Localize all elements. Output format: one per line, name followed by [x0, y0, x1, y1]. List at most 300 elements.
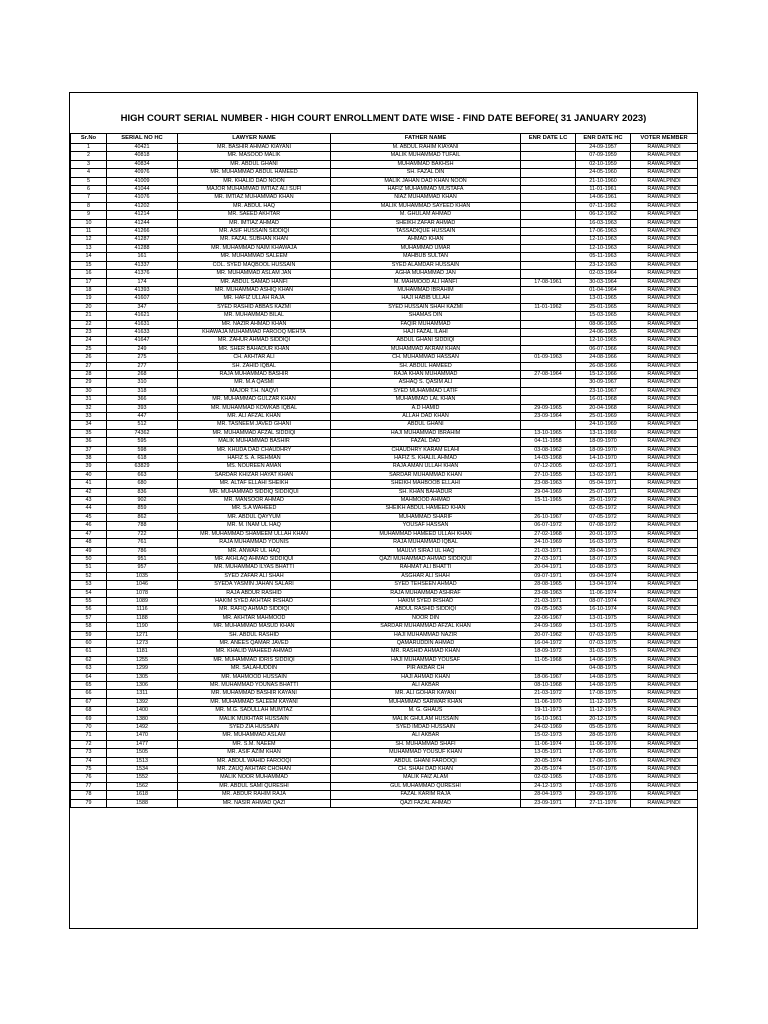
enr-date-hc-cell: 28-05-1976 — [576, 732, 631, 740]
enr-date-hc-cell: 25-01-1969 — [576, 413, 631, 421]
enr-date-lc-cell — [521, 295, 576, 303]
enrollment-table — [70, 133, 698, 808]
father-name-cell: SYED MUHAMMAD LATIF — [331, 387, 521, 395]
table-row — [71, 740, 698, 748]
table-row — [71, 715, 698, 723]
serial-no-hc-cell: 1305 — [107, 673, 178, 681]
enr-date-hc-cell: 18-09-1970 — [576, 446, 631, 454]
sr-no-cell: 55 — [71, 597, 107, 605]
table-row — [71, 455, 698, 463]
enr-date-hc-cell: 13-01-1965 — [576, 295, 631, 303]
lawyer-name-cell: MR. M.G. SADULLAH MUMTAZ — [178, 707, 331, 715]
voter-member-cell: RAWALPINDI — [631, 244, 698, 252]
enr-date-hc-cell: 05-04-1971 — [576, 480, 631, 488]
enr-date-hc-cell: 24-10-1969 — [576, 421, 631, 429]
table-row — [71, 639, 698, 647]
voter-member-cell: RAWALPINDI — [631, 505, 698, 513]
father-name-cell: M. G. GHAUS — [331, 707, 521, 715]
enr-date-hc-cell: 28-04-1973 — [576, 547, 631, 555]
father-name-cell: SARDAR MUHAMMAD KHAN — [331, 471, 521, 479]
voter-member-cell: RAWALPINDI — [631, 564, 698, 572]
table-row — [71, 328, 698, 336]
serial-no-hc-cell: 41214 — [107, 211, 178, 219]
sr-no-cell: 23 — [71, 328, 107, 336]
sr-no-cell: 41 — [71, 480, 107, 488]
enr-date-lc-cell: 06-07-1972 — [521, 522, 576, 530]
voter-member-cell: RAWALPINDI — [631, 480, 698, 488]
sr-no-cell: 61 — [71, 648, 107, 656]
enr-date-hc-cell: 23-12-1963 — [576, 261, 631, 269]
sr-no-cell: 35 — [71, 429, 107, 437]
voter-member-cell: RAWALPINDI — [631, 328, 698, 336]
enr-date-hc-cell: 24-05-1960 — [576, 169, 631, 177]
father-name-cell: HAJI AHMAD KHAN — [331, 673, 521, 681]
serial-no-hc-cell: 41633 — [107, 328, 178, 336]
father-name-cell: MALIK MUHAMMAD SAYEED KHAN — [331, 202, 521, 210]
voter-member-cell: RAWALPINDI — [631, 774, 698, 782]
serial-no-hc-cell: 618 — [107, 455, 178, 463]
voter-member-cell: RAWALPINDI — [631, 387, 698, 395]
enr-date-lc-cell: 29-04-1969 — [521, 488, 576, 496]
table-row — [71, 724, 698, 732]
enr-date-lc-cell — [521, 177, 576, 185]
table-row — [71, 648, 698, 656]
voter-member-cell: RAWALPINDI — [631, 160, 698, 168]
lawyer-name-cell: MR. MUHAMMAD SIDDIQ SIDDIQUI — [178, 488, 331, 496]
enr-date-hc-cell: 12-10-1963 — [576, 244, 631, 252]
column-header-father-name: FATHER NAME — [331, 134, 521, 144]
enr-date-lc-cell: 27-08-1964 — [521, 370, 576, 378]
sr-no-cell: 6 — [71, 186, 107, 194]
enr-date-lc-cell: 18-09-1972 — [521, 648, 576, 656]
father-name-cell: AHMAD KHAN — [331, 236, 521, 244]
voter-member-cell: RAWALPINDI — [631, 303, 698, 311]
father-name-cell: MR. ALI GOHAR KAYANI — [331, 690, 521, 698]
serial-no-hc-cell: 310 — [107, 379, 178, 387]
sr-no-cell: 52 — [71, 572, 107, 580]
lawyer-name-cell: SYED ZAFAR ALI SHAH — [178, 572, 331, 580]
enr-date-hc-cell: 14-10-1970 — [576, 455, 631, 463]
voter-member-cell: RAWALPINDI — [631, 698, 698, 706]
enr-date-hc-cell: 11-06-1974 — [576, 589, 631, 597]
table-row — [71, 782, 698, 790]
table-row — [71, 665, 698, 673]
voter-member-cell: RAWALPINDI — [631, 429, 698, 437]
serial-no-hc-cell: 41337 — [107, 261, 178, 269]
table-row — [71, 169, 698, 177]
serial-no-hc-cell: 1380 — [107, 715, 178, 723]
father-name-cell: SH. ABDUL HAMEED — [331, 362, 521, 370]
lawyer-name-cell: MR. FAZAL SUBHAN KHAN — [178, 236, 331, 244]
serial-no-hc-cell: 1299 — [107, 665, 178, 673]
table-row — [71, 345, 698, 353]
table-row — [71, 295, 698, 303]
lawyer-name-cell: MR. S.M. NAEEM — [178, 740, 331, 748]
enr-date-lc-cell: 20-05-1974 — [521, 757, 576, 765]
table-row — [71, 270, 698, 278]
enr-date-lc-cell — [521, 312, 576, 320]
enr-date-hc-cell: 08-07-1974 — [576, 597, 631, 605]
serial-no-hc-cell: 41287 — [107, 236, 178, 244]
serial-no-hc-cell: 41376 — [107, 270, 178, 278]
column-header-lawyer-name: LAWYER NAME — [178, 134, 331, 144]
serial-no-hc-cell: 1046 — [107, 581, 178, 589]
table-row — [71, 261, 698, 269]
page-title: HIGH COURT SERIAL NUMBER - HIGH COURT ENROLLMENT DATE WISE - FIND DATE BEFORE( 31 JANUARY 2023) — [120, 113, 647, 124]
table-row — [71, 236, 698, 244]
serial-no-hc-cell: 1470 — [107, 732, 178, 740]
enr-date-lc-cell — [521, 379, 576, 387]
lawyer-name-cell: MR. IMTIAZ MUHAMMAD KHAN — [178, 194, 331, 202]
lawyer-name-cell: SYED ZIA HUSSAIN — [178, 724, 331, 732]
enr-date-lc-cell — [521, 421, 576, 429]
father-name-cell: MAHBUB SULTAN — [331, 253, 521, 261]
sr-no-cell: 58 — [71, 623, 107, 631]
enr-date-hc-cell: 24-08-1966 — [576, 354, 631, 362]
enr-date-lc-cell: 29-09-1965 — [521, 404, 576, 412]
serial-no-hc-cell: 1190 — [107, 623, 178, 631]
enr-date-hc-cell: 29-09-1976 — [576, 791, 631, 799]
lawyer-name-cell: MR. MUHAMMAD GULZAR KHAN — [178, 396, 331, 404]
enr-date-lc-cell: 23-08-1963 — [521, 480, 576, 488]
table-row — [71, 211, 698, 219]
sr-no-cell: 64 — [71, 673, 107, 681]
serial-no-hc-cell: 862 — [107, 513, 178, 521]
enr-date-lc-cell — [521, 219, 576, 227]
column-header-enr-date-lc: ENR DATE LC — [521, 134, 576, 144]
father-name-cell: ABDUL RASHID SIDDIQI — [331, 606, 521, 614]
serial-no-hc-cell: 1035 — [107, 572, 178, 580]
serial-no-hc-cell: 836 — [107, 488, 178, 496]
serial-no-hc-cell: 41044 — [107, 186, 178, 194]
enr-date-lc-cell: 24-09-1969 — [521, 623, 576, 631]
sr-no-cell: 8 — [71, 202, 107, 210]
sr-no-cell: 63 — [71, 665, 107, 673]
serial-no-hc-cell: 512 — [107, 421, 178, 429]
lawyer-name-cell: MR. MASOOD MALIK — [178, 152, 331, 160]
father-name-cell: M. ABDUL RAHIM KIAYANI — [331, 144, 521, 152]
voter-member-cell: RAWALPINDI — [631, 707, 698, 715]
enr-date-hc-cell: 08-06-1965 — [576, 320, 631, 328]
father-name-cell: SARDAR MUHAMMAD AFZAL KHAN — [331, 623, 521, 631]
father-name-cell: MAHMOOD AHMAD — [331, 497, 521, 505]
sr-no-cell: 66 — [71, 690, 107, 698]
voter-member-cell: RAWALPINDI — [631, 791, 698, 799]
sr-no-cell: 25 — [71, 345, 107, 353]
enr-date-hc-cell: 25-07-1971 — [576, 488, 631, 496]
serial-no-hc-cell: 275 — [107, 354, 178, 362]
table-row — [71, 774, 698, 782]
sr-no-cell: 74 — [71, 757, 107, 765]
father-name-cell: MR. RASHID AHMAD KHAN — [331, 648, 521, 656]
father-name-cell: M. MAHMOOD ALI HANFI — [331, 278, 521, 286]
father-name-cell: MALIK JAHAN DAD KHAN NOON — [331, 177, 521, 185]
enr-date-hc-cell: 20-12-1975 — [576, 715, 631, 723]
serial-no-hc-cell: 1089 — [107, 597, 178, 605]
voter-member-cell: RAWALPINDI — [631, 379, 698, 387]
table-row — [71, 362, 698, 370]
serial-no-hc-cell: 951 — [107, 555, 178, 563]
sr-no-cell: 75 — [71, 766, 107, 774]
enr-date-hc-cell: 15-12-1966 — [576, 370, 631, 378]
voter-member-cell: RAWALPINDI — [631, 597, 698, 605]
sr-no-cell: 33 — [71, 413, 107, 421]
enr-date-lc-cell — [521, 261, 576, 269]
serial-no-hc-cell: 1505 — [107, 749, 178, 757]
table-row — [71, 682, 698, 690]
voter-member-cell: RAWALPINDI — [631, 547, 698, 555]
table-row — [71, 354, 698, 362]
enr-date-lc-cell: 18-06-1967 — [521, 673, 576, 681]
father-name-cell: SYED TEHSEEN AHMAD — [331, 581, 521, 589]
sr-no-cell: 56 — [71, 606, 107, 614]
father-name-cell: MAULVI SIRAJ UL HAQ — [331, 547, 521, 555]
enr-date-lc-cell: 15-02-1973 — [521, 732, 576, 740]
serial-no-hc-cell: 1306 — [107, 682, 178, 690]
table-row — [71, 228, 698, 236]
table-row — [71, 253, 698, 261]
lawyer-name-cell: MR. S.A WAHEED — [178, 505, 331, 513]
enr-date-hc-cell: 15-07-1976 — [576, 766, 631, 774]
enr-date-lc-cell: 23-09-1971 — [521, 799, 576, 807]
voter-member-cell: RAWALPINDI — [631, 530, 698, 538]
table-row — [71, 202, 698, 210]
enr-date-hc-cell: 06-12-1962 — [576, 211, 631, 219]
document-frame — [69, 92, 698, 929]
enr-date-lc-cell: 09-07-1971 — [521, 572, 576, 580]
sr-no-cell: 46 — [71, 522, 107, 530]
lawyer-name-cell: COL. SYED MAQBOOL HUSSAIN — [178, 261, 331, 269]
enr-date-hc-cell: 13-01-1975 — [576, 614, 631, 622]
lawyer-name-cell: MR. MAHMOOD HUSSAIN — [178, 673, 331, 681]
enr-date-lc-cell — [521, 244, 576, 252]
father-name-cell: QAMARUDDIN AHMAD — [331, 639, 521, 647]
enr-date-lc-cell: 13-10-1965 — [521, 429, 576, 437]
father-name-cell: SYED IMDAD HUSSAIN — [331, 724, 521, 732]
serial-no-hc-cell: 63829 — [107, 463, 178, 471]
enr-date-hc-cell: 18-07-1973 — [576, 555, 631, 563]
table-row — [71, 370, 698, 378]
sr-no-cell: 17 — [71, 278, 107, 286]
enr-date-lc-cell: 07-12-2005 — [521, 463, 576, 471]
lawyer-name-cell: MR. MUHAMMAD MASUD KHAN — [178, 623, 331, 631]
sr-no-cell: 47 — [71, 530, 107, 538]
enr-date-hc-cell: 16-10-1974 — [576, 606, 631, 614]
father-name-cell: MUHAMMAD HAMEED ULLAH KHAN — [331, 530, 521, 538]
sr-no-cell: 26 — [71, 354, 107, 362]
voter-member-cell: RAWALPINDI — [631, 782, 698, 790]
serial-no-hc-cell: 41393 — [107, 286, 178, 294]
table-row — [71, 429, 698, 437]
voter-member-cell: RAWALPINDI — [631, 497, 698, 505]
serial-no-hc-cell: 41647 — [107, 337, 178, 345]
enr-date-hc-cell: 25-01-1972 — [576, 497, 631, 505]
serial-no-hc-cell: 1255 — [107, 656, 178, 664]
father-name-cell: QAZI FAZAL AHMAD — [331, 799, 521, 807]
table-row — [71, 539, 698, 547]
enr-date-hc-cell: 12-10-1965 — [576, 337, 631, 345]
serial-no-hc-cell: 161 — [107, 253, 178, 261]
enr-date-hc-cell: 13-02-1971 — [576, 471, 631, 479]
lawyer-name-cell: MR. MUHAMMAD BILAL — [178, 312, 331, 320]
lawyer-name-cell: MR. ABDUL WAHID FAROOQI — [178, 757, 331, 765]
enr-date-lc-cell: 28-04-1973 — [521, 791, 576, 799]
lawyer-name-cell: RAJA MUHAMMAD BASHIR — [178, 370, 331, 378]
enr-date-hc-cell: 07-03-1975 — [576, 631, 631, 639]
serial-no-hc-cell: 41288 — [107, 244, 178, 252]
table-row — [71, 421, 698, 429]
table-row — [71, 530, 698, 538]
voter-member-cell: RAWALPINDI — [631, 539, 698, 547]
table-row — [71, 505, 698, 513]
voter-member-cell: RAWALPINDI — [631, 463, 698, 471]
lawyer-name-cell: MR. SAEED AKHTAR — [178, 211, 331, 219]
table-row — [71, 766, 698, 774]
enr-date-hc-cell: 09-04-1974 — [576, 572, 631, 580]
lawyer-name-cell: HAFIZ S. A. REHMAN — [178, 455, 331, 463]
enr-date-hc-cell: 11-01-1961 — [576, 186, 631, 194]
serial-no-hc-cell: 1078 — [107, 589, 178, 597]
father-name-cell: MUHAMMAD AKRAM KHAN — [331, 345, 521, 353]
enr-date-hc-cell: 02-03-1964 — [576, 270, 631, 278]
voter-member-cell: RAWALPINDI — [631, 766, 698, 774]
serial-no-hc-cell: 1392 — [107, 698, 178, 706]
father-name-cell: PIR AKBAR CH — [331, 665, 521, 673]
serial-no-hc-cell: 1188 — [107, 614, 178, 622]
serial-no-hc-cell: 249 — [107, 345, 178, 353]
father-name-cell: ABDUL GHANI SIDDIQI — [331, 337, 521, 345]
sr-no-cell: 37 — [71, 446, 107, 454]
sr-no-cell: 22 — [71, 320, 107, 328]
lawyer-name-cell: MR. MUHAMMAD YOUNAS BHATTI — [178, 682, 331, 690]
sr-no-cell: 51 — [71, 564, 107, 572]
sr-no-cell: 79 — [71, 799, 107, 807]
serial-no-hc-cell: 41607 — [107, 295, 178, 303]
lawyer-name-cell: SARDAR KHIZAR HAYAT KHAN — [178, 471, 331, 479]
lawyer-name-cell: SYED RASHID ABBAS KAZMI — [178, 303, 331, 311]
table-row — [71, 286, 698, 294]
enr-date-lc-cell — [521, 396, 576, 404]
voter-member-cell: RAWALPINDI — [631, 614, 698, 622]
voter-member-cell: RAWALPINDI — [631, 673, 698, 681]
serial-no-hc-cell: 1552 — [107, 774, 178, 782]
enr-date-hc-cell: 21-10-1960 — [576, 177, 631, 185]
voter-member-cell: RAWALPINDI — [631, 370, 698, 378]
sr-no-cell: 30 — [71, 387, 107, 395]
enr-date-hc-cell: 13-11-1969 — [576, 429, 631, 437]
sr-no-cell: 13 — [71, 244, 107, 252]
serial-no-hc-cell: 1492 — [107, 724, 178, 732]
table-row — [71, 463, 698, 471]
table-row — [71, 656, 698, 664]
father-name-cell: YOUSAF HASSAN — [331, 522, 521, 530]
father-name-cell: CH. MUHAMMAD HASSAN — [331, 354, 521, 362]
sr-no-cell: 45 — [71, 513, 107, 521]
father-name-cell: RAJA KHAN MUHAMMAD — [331, 370, 521, 378]
lawyer-name-cell: MR. NAZIR AHMAD KHAN — [178, 320, 331, 328]
serial-no-hc-cell: 174 — [107, 278, 178, 286]
voter-member-cell: RAWALPINDI — [631, 740, 698, 748]
serial-no-hc-cell: 1618 — [107, 791, 178, 799]
enr-date-hc-cell: 13-04-1974 — [576, 581, 631, 589]
serial-no-hc-cell: 1477 — [107, 740, 178, 748]
table-row — [71, 631, 698, 639]
table-row — [71, 413, 698, 421]
lawyer-name-cell: MR. SALAHUDDIN — [178, 665, 331, 673]
father-name-cell: SHEIKH ZAFAR AHMAD — [331, 219, 521, 227]
table-row — [71, 757, 698, 765]
lawyer-name-cell: MR. MUHAMMAD NAIM KHAWAJA — [178, 244, 331, 252]
lawyer-name-cell: MR. RAFIQ AHMAD SIDDIQI — [178, 606, 331, 614]
table-row — [71, 614, 698, 622]
enr-date-hc-cell: 12-10-1963 — [576, 236, 631, 244]
lawyer-name-cell: MR. ASIF HUSSAIN SIDDIQI — [178, 228, 331, 236]
table-row — [71, 732, 698, 740]
enr-date-lc-cell: 26-10-1967 — [521, 513, 576, 521]
serial-no-hc-cell: 41631 — [107, 320, 178, 328]
lawyer-name-cell: MR. ABDUR RAHIM RAJA — [178, 791, 331, 799]
enr-date-lc-cell — [521, 236, 576, 244]
enr-date-lc-cell — [521, 362, 576, 370]
enr-date-hc-cell: 24-09-1957 — [576, 144, 631, 152]
enr-date-hc-cell: 15-03-1965 — [576, 312, 631, 320]
serial-no-hc-cell: 1562 — [107, 782, 178, 790]
lawyer-name-cell: HAKIM SYED AKHTAR IRSHAD — [178, 597, 331, 605]
father-name-cell: HAFIZ MUHAMMAD MUSTAFA — [331, 186, 521, 194]
voter-member-cell: RAWALPINDI — [631, 455, 698, 463]
sr-no-cell: 7 — [71, 194, 107, 202]
serial-no-hc-cell: 595 — [107, 438, 178, 446]
lawyer-name-cell: MR. KHUDA DAD CHAUDHRY — [178, 446, 331, 454]
father-name-cell: RAJA MUHAMMAD ASHRAF — [331, 589, 521, 597]
voter-member-cell: RAWALPINDI — [631, 186, 698, 194]
enr-date-hc-cell: 07-08-1972 — [576, 522, 631, 530]
lawyer-name-cell: MR. AKHTAR MAHMOOD — [178, 614, 331, 622]
enr-date-lc-cell: 08-10-1968 — [521, 682, 576, 690]
voter-member-cell: RAWALPINDI — [631, 665, 698, 673]
voter-member-cell: RAWALPINDI — [631, 639, 698, 647]
lawyer-name-cell: MR. ABDUL QAYYUM — [178, 513, 331, 521]
enr-date-lc-cell: 03-08-1962 — [521, 446, 576, 454]
serial-no-hc-cell: 41076 — [107, 194, 178, 202]
sr-no-cell: 31 — [71, 396, 107, 404]
enr-date-hc-cell: 30-03-1964 — [576, 278, 631, 286]
enr-date-hc-cell: 04-08-1975 — [576, 665, 631, 673]
father-name-cell: HAJI FAZAL ILAHI — [331, 328, 521, 336]
sr-no-cell: 54 — [71, 589, 107, 597]
serial-no-hc-cell: 1273 — [107, 639, 178, 647]
serial-no-hc-cell: 1311 — [107, 690, 178, 698]
enr-date-lc-cell: 11-06-1974 — [521, 740, 576, 748]
lawyer-name-cell: MR. HAFIZ ULLAH RAJA — [178, 295, 331, 303]
sr-no-cell: 3 — [71, 160, 107, 168]
voter-member-cell: RAWALPINDI — [631, 396, 698, 404]
table-row — [71, 387, 698, 395]
lawyer-name-cell: MAJOR T.H. NAQVI — [178, 387, 331, 395]
lawyer-name-cell: MR. MUHAMMAD ILYAS BHATTI — [178, 564, 331, 572]
serial-no-hc-cell: 41266 — [107, 228, 178, 236]
enr-date-lc-cell — [521, 345, 576, 353]
sr-no-cell: 1 — [71, 144, 107, 152]
serial-no-hc-cell: 786 — [107, 547, 178, 555]
sr-no-cell: 65 — [71, 682, 107, 690]
table-row — [71, 152, 698, 160]
lawyer-name-cell: MALIK MUKHTAR HUSSAIN — [178, 715, 331, 723]
sr-no-cell: 29 — [71, 379, 107, 387]
serial-no-hc-cell: 788 — [107, 522, 178, 530]
enr-date-lc-cell — [521, 194, 576, 202]
voter-member-cell: RAWALPINDI — [631, 648, 698, 656]
